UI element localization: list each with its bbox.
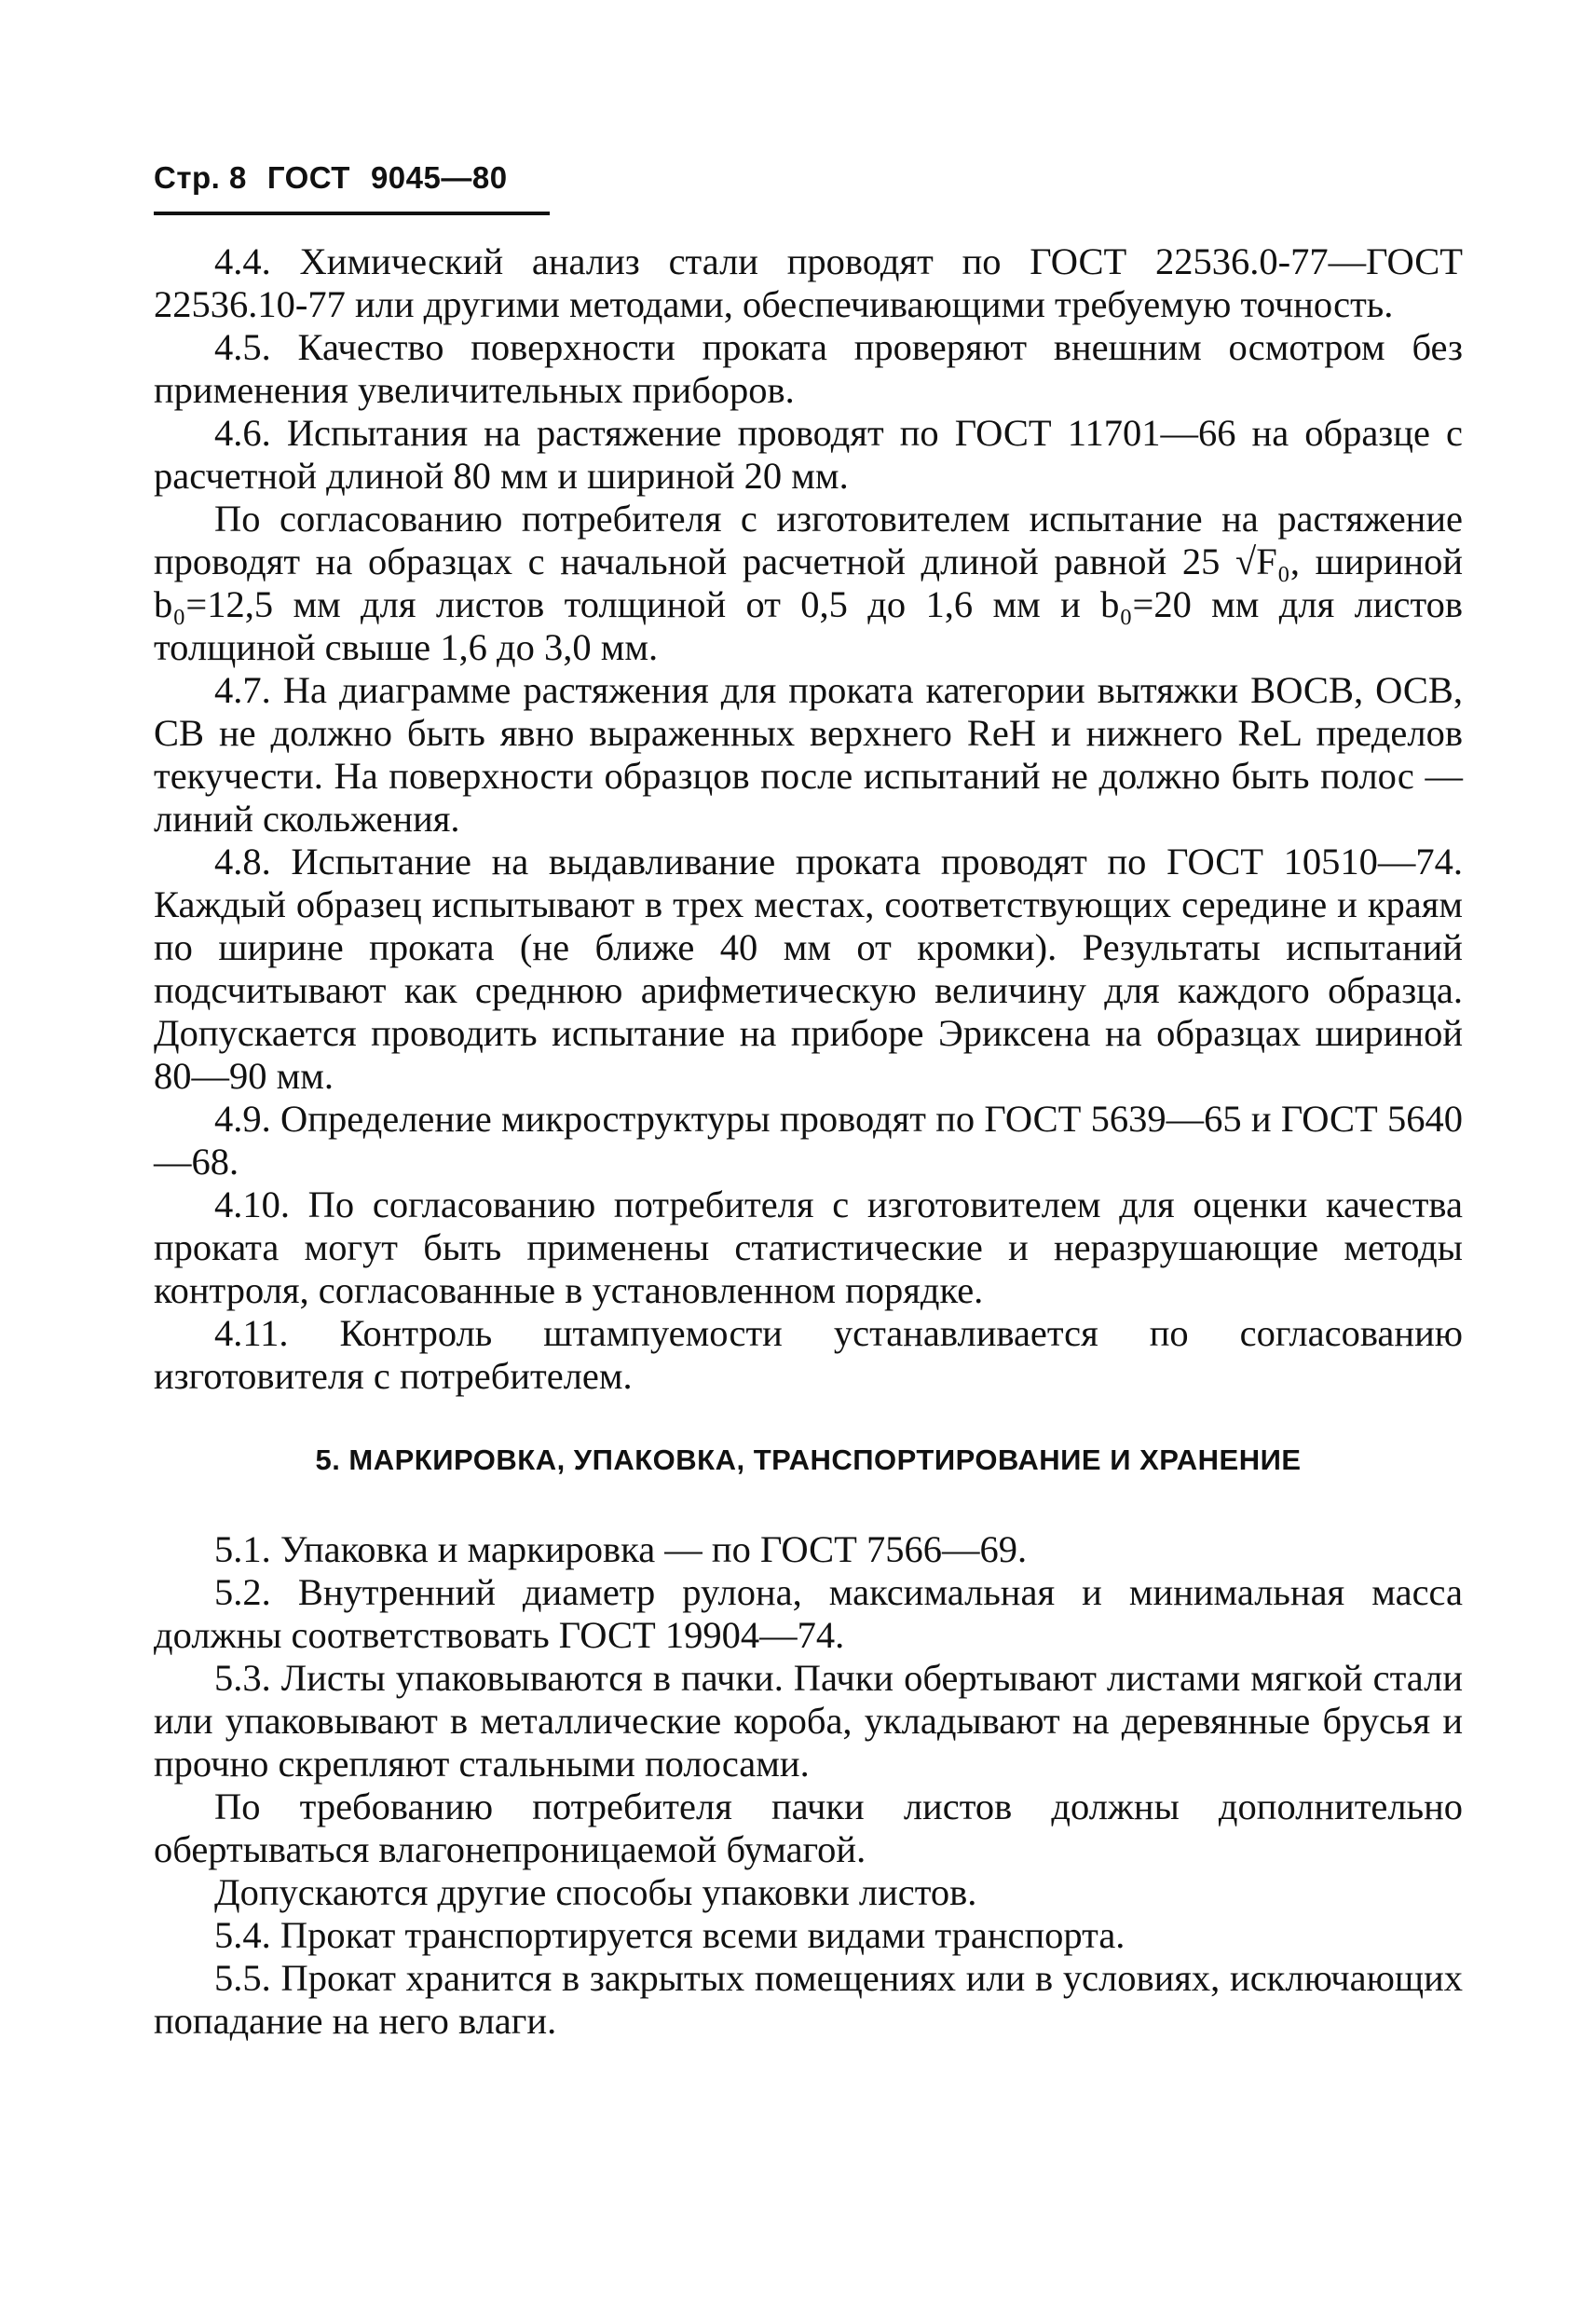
section-5 xyxy=(154,1528,1463,2043)
clause-5-2: 5.2. Внутренний диаметр рулона, максимальная и минимальная масса должны соответствовать ГОСТ 19904—74. xyxy=(154,1571,1463,1656)
page-header xyxy=(154,160,528,196)
page-number: Стр. 8 xyxy=(154,160,247,195)
clause-5-4: 5.4. Прокат транспортируется всеми видами транспорта. xyxy=(214,1914,1125,1956)
clause-5-1: 5.1. Упаковка и маркировка — по ГОСТ 7566—69. xyxy=(214,1528,1028,1570)
section-5-title: 5. МАРКИРОВКА, УПАКОВКА, ТРАНСПОРТИРОВАНИЕ И ХРАНЕНИЕ xyxy=(315,1443,1302,1476)
standard-name: ГОСТ xyxy=(266,160,350,195)
clause-4-10: 4.10. По согласованию потребителя с изготовителем для оценки качества проката могут быть применены статистические и неразрушающие методы контроля, согласованные в установленном порядке. xyxy=(154,1183,1463,1311)
clause-4-8: 4.8. Испытание на выдавливание проката проводят по ГОСТ 10510—74. Каждый образец испытывают в трех местах, соответствующих середине и краям по ширине проката (не ближе 40 мм от кромки). Результаты испытаний подсчитывают как среднюю арифметическую величину для каждого образца. Допускается проводить испытание на приборе Эриксена на образцах шириной 80—90 мм. xyxy=(154,841,1463,1097)
clause-4-4: 4.4. Химический анализ стали проводят по ГОСТ 22536.0-77—ГОСТ 22536.10-77 или другими методами, обеспечивающими требуемую точность. xyxy=(154,240,1463,325)
standard-number: 9045—80 xyxy=(370,160,508,195)
clause-4-6: 4.6. Испытания на растяжение проводят по ГОСТ 11701—66 на образце с расчетной длиной 80 мм и шириной 20 мм. xyxy=(154,412,1463,497)
clause-4-11: 4.11. Контроль штампуемости устанавливается по согласованию изготовителя с потребителем. xyxy=(154,1312,1463,1397)
clause-5-3-note: По требованию потребителя пачки листов должны дополнительно обертываться влагонепроницаемой бумагой. xyxy=(154,1785,1463,1870)
document-body xyxy=(154,240,1463,2043)
clause-4-6-note: По согласованию потребителя с изготовителем испытание на растяжение проводят на образцах с начальной расчетной длиной равной 25 √F₀, шириной b₀=12,5 мм для листов толщиной от 0,5 до 1,6 мм и b₀=20 мм для листов толщиной свыше 1,6 до 3,0 мм. xyxy=(154,498,1463,668)
clause-4-5: 4.5. Качество поверхности проката проверяют внешним осмотром без применения увеличительных приборов. xyxy=(154,326,1463,411)
clause-4-7: 4.7. На диаграмме растяжения для проката категории вытяжки ВОСВ, ОСВ, СВ не должно быть явно выраженных верхнего ReH и нижнего ReL пределов текучести. На поверхности образцов после испытаний не должно быть полос — линий скольжения. xyxy=(154,669,1463,840)
header-rule xyxy=(154,212,550,215)
clause-4-9: 4.9. Определение микроструктуры проводят по ГОСТ 5639—65 и ГОСТ 5640—68. xyxy=(154,1098,1463,1183)
clause-5-3-other: Допускаются другие способы упаковки листов. xyxy=(214,1871,977,1913)
clause-5-3: 5.3. Листы упаковываются в пачки. Пачки обертывают листами мягкой стали или упаковывают в металлические короба, укладывают на деревянные брусья и прочно скрепляют стальными полосами. xyxy=(154,1657,1463,1785)
clause-5-5: 5.5. Прокат хранится в закрытых помещениях или в условиях, исключающих попадание на него влаги. xyxy=(154,1957,1463,2042)
